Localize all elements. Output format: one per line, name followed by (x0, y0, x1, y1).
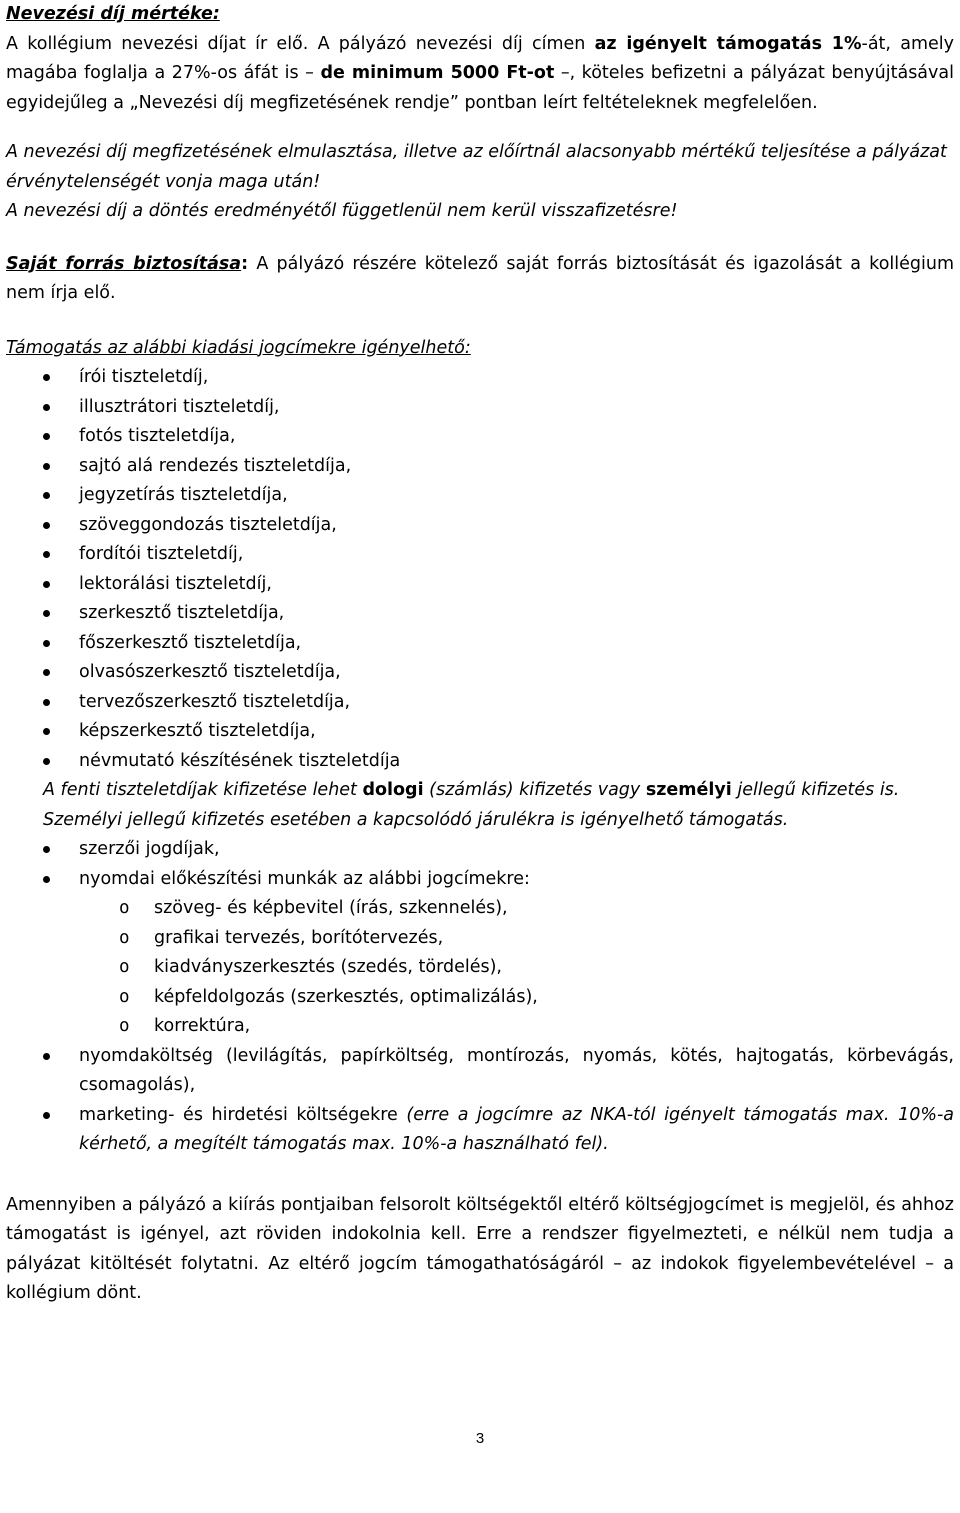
fee-item: fordítói tiszteletdíj, (6, 540, 954, 570)
fee-item: névmutató készítésének tiszteletdíja (6, 747, 954, 777)
note-text-1: A fenti tiszteletdíjak kifizetése lehet (43, 780, 363, 800)
fee-item: olvasószerkesztő tiszteletdíja, (6, 658, 954, 688)
own-source-paragraph (6, 250, 954, 309)
prepress-label: nyomdai előkészítési munkák az alábbi jogcímekre: (79, 868, 530, 889)
fee-item: lektorálási tiszteletdíj, (6, 570, 954, 600)
note-text-3: jellegű kifizetés is. Személyi jellegű kifizetés esetében a kapcsolódó járulékra is igényelhető támogatás. (43, 780, 900, 830)
fee-item: sajtó alá rendezés tiszteletdíja, (6, 452, 954, 482)
closing-paragraph: Amennyiben a pályázó a kiírás pontjaiban felsorolt költségektől eltérő költségjogcímet is megjelöl, és ahhoz támogatást is igényel, azt röviden indokolnia kell. Erre a rendszer figyelmezteti, e nélkül nem tudja a pályázat kitöltését folytatni. Az eltérő jogcím támogathatóságáról – az indokok figyelembevételével – a kollégium dönt. (6, 1194, 954, 1303)
fee-item: főszerkesztő tiszteletdíja, (6, 629, 954, 659)
fee-list (6, 363, 954, 776)
page-number: 3 (475, 1430, 485, 1447)
note-dologi: dologi (362, 780, 424, 800)
fee-item: írói tiszteletdíj, (6, 363, 954, 393)
prepress-subitem: o grafikai tervezés, borítótervezés, (6, 924, 954, 954)
fee-text-1: A kollégium nevezési díjat ír elő. A pályázó nevezési díj címen (6, 33, 595, 54)
cost-item-printing: nyomdaköltség (levilágítás, papírköltség, montírozás, nyomás, kötés, hajtogatás, körbevágás, csomagolás), (6, 1042, 954, 1101)
fee-item: illusztrátori tiszteletdíj, (6, 393, 954, 423)
fee-heading: Nevezési díj mértéke: (6, 4, 220, 24)
prepress-subitem: o képfeldolgozás (szerkesztés, optimalizálás), (6, 983, 954, 1013)
prepress-subitem: o korrektúra, (6, 1012, 954, 1042)
cost-list (6, 835, 954, 894)
fee-item: képszerkesztő tiszteletdíja, (6, 717, 954, 747)
fee-warning-invalid: A nevezési díj megfizetésének elmulasztása, illetve az előírtnál alacsonyabb mértékű teljesítése a pályázat érvénytelenségét vonja maga után! (6, 142, 947, 192)
fee-item: jegyzetírás tiszteletdíja, (6, 481, 954, 511)
marketing-note: (erre a jogcímre az NKA-tól igényelt támogatás max. 10%-a kérhető, a megítélt támogatás max. 10%-a használható fel). (79, 1104, 955, 1154)
fee-item: fotós tiszteletdíja, (6, 422, 954, 452)
fee-text-2: -át, amely magába foglalja a 27%-os áfát is – (6, 33, 954, 83)
cost-item-royalties: szerzői jogdíjak, (6, 835, 954, 865)
fee-item: szerkesztő tiszteletdíja, (6, 599, 954, 629)
prepress-subitem: o szöveg- és képbevitel (írás, szkennelés), (6, 894, 954, 924)
cost-item-prepress (6, 865, 954, 895)
document-page (6, 0, 954, 1309)
support-heading: Támogatás az alábbi kiadási jogcímekre igényelhető: (6, 337, 471, 358)
fee-minimum: de minimum 5000 Ft-ot (320, 63, 555, 83)
prepress-sublist (6, 894, 954, 1042)
fee-item: tervezőszerkesztő tiszteletdíja, (6, 688, 954, 718)
own-source-label: Saját forrás biztosítása (6, 253, 242, 274)
prepress-subitem: o kiadványszerkesztés (szedés, tördelés), (6, 953, 954, 983)
cost-item-marketing (6, 1101, 954, 1160)
fee-warning-no-refund: A nevezési díj a döntés eredményétől függetlenül nem kerül visszafizetésre! (6, 201, 678, 221)
own-source-colon: : (241, 253, 249, 274)
marketing-label: marketing- és hirdetési költségekre (79, 1104, 407, 1125)
cost-list-2 (6, 1042, 954, 1160)
fee-text-3: –, köteles befizetni a pályázat benyújtásával egyidejűleg a „Nevezési díj megfizetésének rendje” pontban leírt feltételeknek megfelelően. (6, 63, 954, 113)
fee-percent: az igényelt támogatás 1% (594, 33, 862, 54)
own-source-text: A pályázó részére kötelező saját forrás biztosítását és igazolását a kollégium nem írja elő. (6, 253, 955, 303)
note-text-2: (számlás) kifizetés vagy (423, 780, 646, 800)
note-szemelyi: személyi (645, 780, 732, 800)
fee-item: szöveggondozás tiszteletdíja, (6, 511, 954, 541)
fee-payment-note (6, 776, 954, 835)
fee-paragraph (6, 30, 954, 119)
